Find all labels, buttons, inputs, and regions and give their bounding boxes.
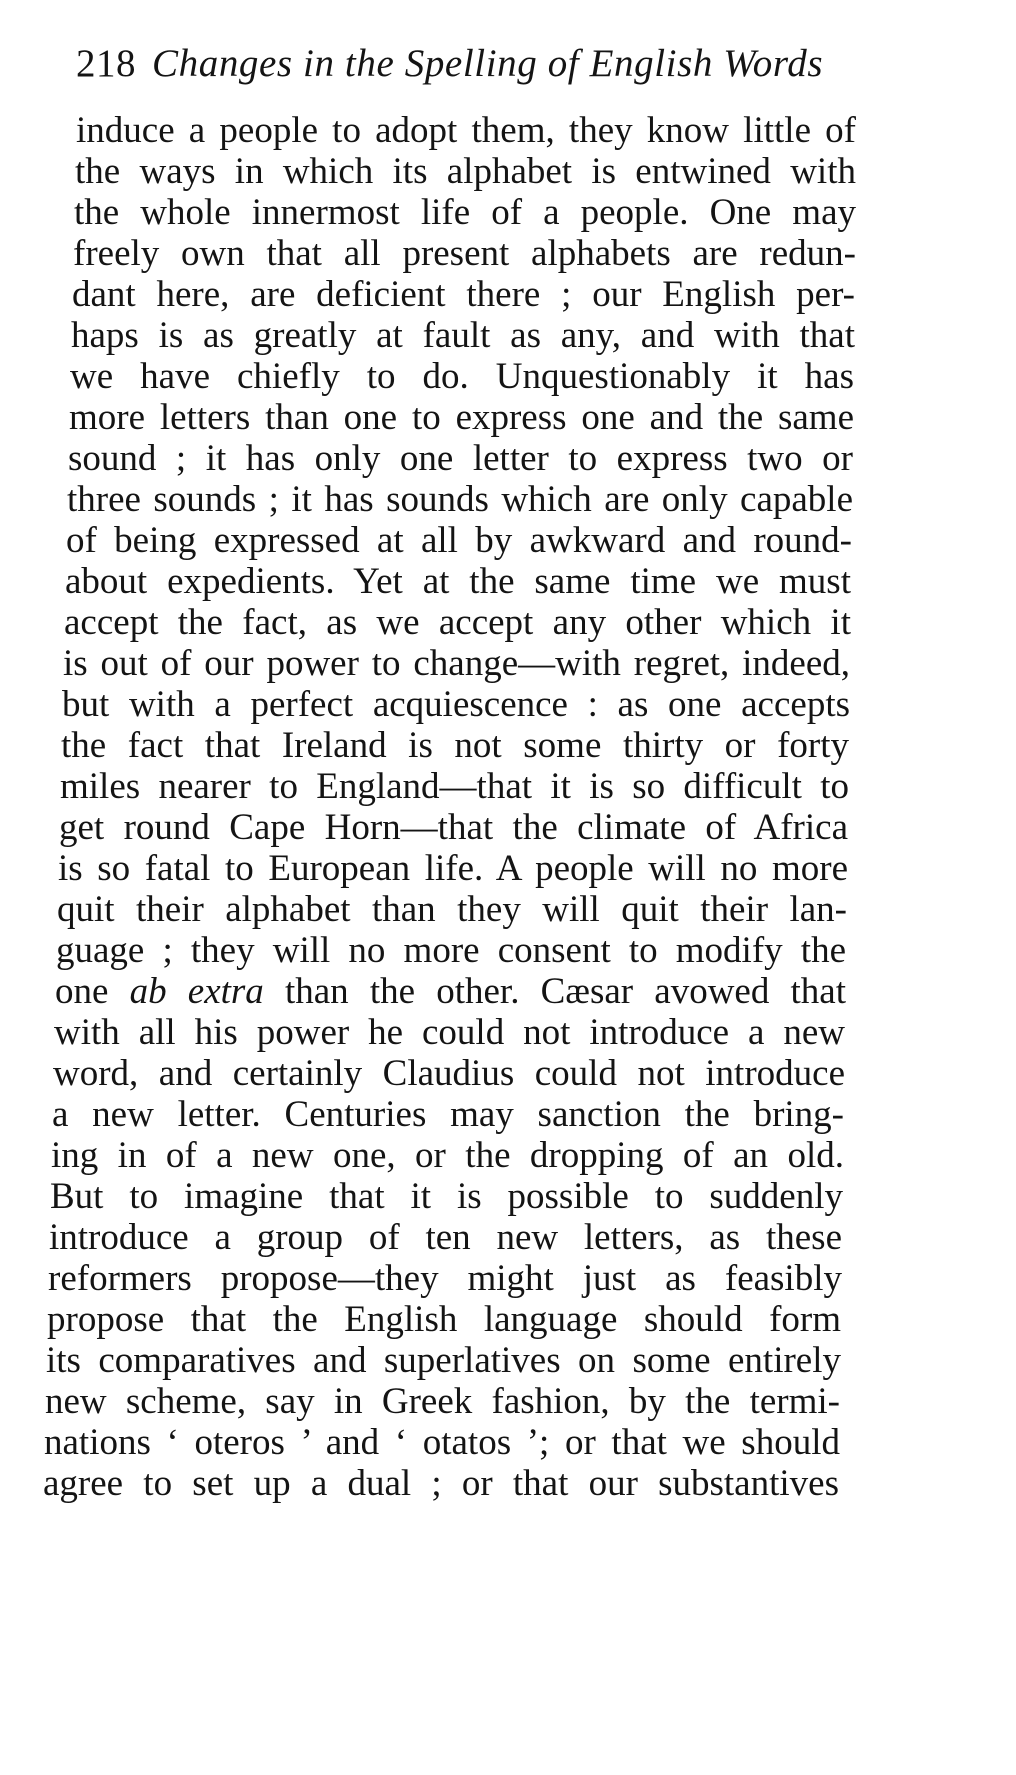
text-line: freely own that all present alphabets are redun- [73,233,856,274]
text-line: sound ; it has only one letter to express two or [68,438,853,479]
text-line: three sounds ; it has sounds which are only capable [67,479,853,520]
italic-phrase: ab extra [129,971,264,1012]
text-line: quit their alphabet than they will quit their lan- [57,889,847,930]
text-line: nations ‘ oteros ’ and ‘ otatos ’; or that we should [44,1422,840,1463]
text-line: miles nearer to England—that it is so difficult to [60,766,849,807]
text-line: guage ; they will no more consent to modify the [56,930,846,971]
text-line: is so fatal to European life. A people will no more [58,848,848,889]
text-line: about expedients. Yet at the same time we must [65,561,851,602]
text-line: of being expressed at all by awkward and round- [66,520,852,561]
text-fragment: one [55,971,109,1012]
page-number: 218 [76,42,136,85]
text-line: is out of our power to change—with regret, indeed, [63,643,850,684]
text-line: a new letter. Centuries may sanction the bring- [52,1094,844,1135]
text-line: accept the fact, as we accept any other which it [64,602,851,643]
running-title: Changes in the Spelling of English Words [152,42,824,85]
text-line-with-italic [55,969,846,1015]
text-line: induce a people to adopt them, they know little of [76,110,856,151]
text-line: the whole innermost life of a people. One may [74,192,856,233]
text-line: the ways in which its alphabet is entwined with [75,151,856,192]
text-line: the fact that Ireland is not some thirty or forty [61,725,849,766]
text-line: we have chiefly to do. Unquestionably it has [70,356,854,397]
text-line: haps is as greatly at fault as any, and with that [71,315,855,356]
text-fragment: than the other. Cæsar avowed that [284,971,847,1012]
text-line: dant here, are deficient there ; our English per- [72,274,855,315]
text-line: propose that the English language should form [47,1299,841,1340]
text-line: more letters than one to express one and the same [69,397,854,438]
text-line: ing in of a new one, or the dropping of an old. [51,1135,844,1176]
text-line: new scheme, say in Greek fashion, by the termi- [45,1381,840,1422]
text-line: with all his power he could not introduce a new [54,1012,845,1053]
text-line: word, and certainly Claudius could not introduce [53,1053,845,1094]
text-line: introduce a group of ten new letters, as these [49,1217,842,1258]
text-line: agree to set up a dual ; or that our substantives [43,1463,839,1504]
text-line: get round Cape Horn—that the climate of Africa [59,807,848,848]
text-line: But to imagine that it is possible to suddenly [50,1176,843,1217]
text-line: reformers propose—they might just as feasibly [48,1258,842,1299]
text-line: its comparatives and superlatives on some entirely [46,1340,841,1381]
text-line: but with a perfect acquiescence : as one accepts [62,684,850,725]
